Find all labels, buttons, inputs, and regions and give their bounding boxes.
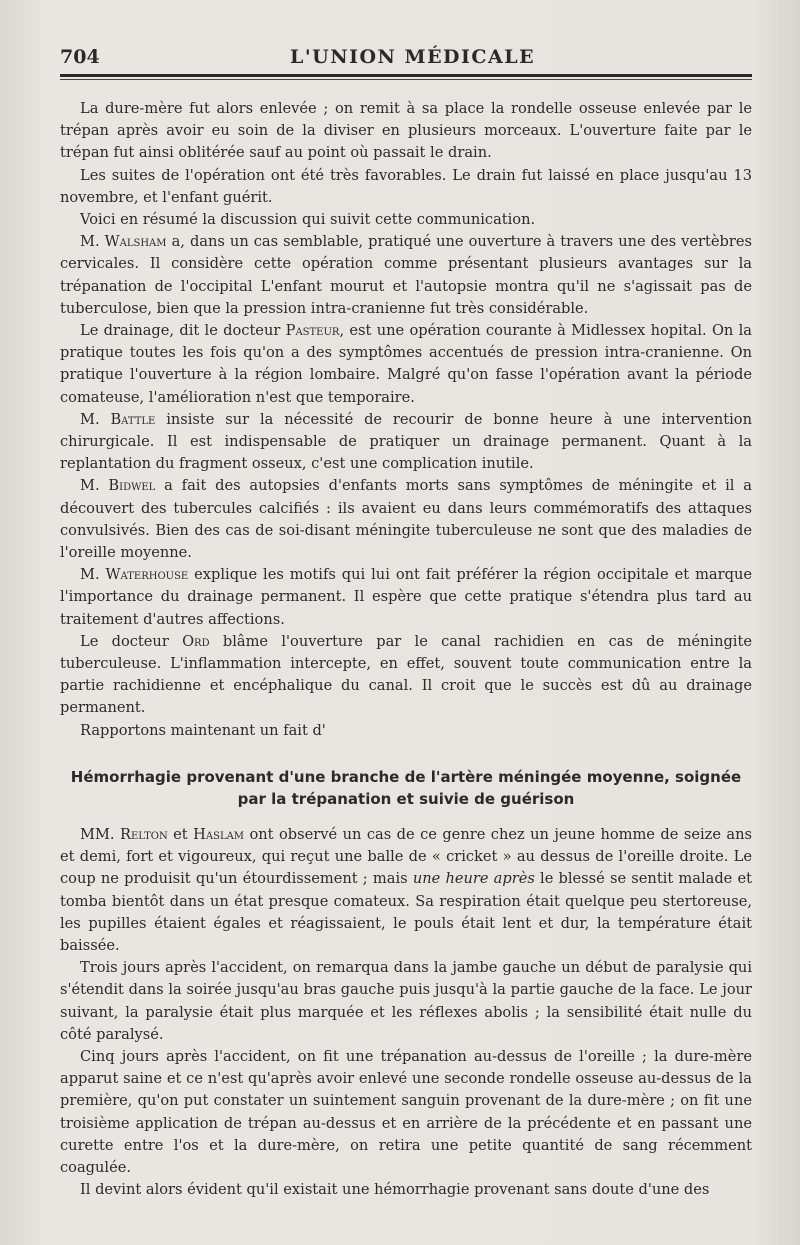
author-name: Walsham	[104, 233, 167, 251]
paragraph-text: Cinq jours après l'accident, on fit une trépanation au-dessus de l'oreille ; la dure-mère apparut saine et ce n'est qu'après avoir enlevé une seconde rondelle osseuse au-dessus de la première, qu'on put constater un suintement sanguin provenant de la dure-mère ; on fit une troisième application de trépan au-dessus et en arrière de la précédente et en passant une curette entre l'os et la dure-mère, on retira une petite quantité de sang récemment coagulée.	[60, 1047, 752, 1176]
paragraph	[60, 1046, 752, 1179]
section-title-line1: Hémorrhagie provenant d'une branche de l'artère méningée moyenne, soignée	[70, 767, 742, 786]
paragraph	[60, 98, 752, 165]
header-rule	[60, 74, 752, 77]
paragraph	[60, 475, 752, 564]
paragraph-text: explique les motifs qui lui ont fait préférer la région occipitale et marque l'importance du drainage permanent. Il espère que cette pratique s'étendra plus tard au traitement d'autres affections.	[60, 566, 752, 628]
paragraph-text: blâme l'ouverture par le canal rachidien en cas de méningite tuberculeuse. L'inflammation intercepte, en effet, souvent toute communication entre la partie rachidienne et encéphalique du canal. Il croit que le succès est dû au drainage permanent.	[60, 632, 752, 717]
article-body-top	[60, 98, 752, 742]
paragraph-text: Les suites de l'opération ont été très favorables. Le drain fut laissé en place jusqu'au 13 novembre, et l'enfant guérit.	[60, 166, 752, 206]
paragraph-text: M.	[80, 477, 109, 495]
paragraph	[60, 564, 752, 631]
paragraph	[60, 824, 752, 957]
paragraph-text: M.	[80, 233, 105, 251]
paragraph	[60, 957, 752, 1046]
author-name: Haslam	[193, 825, 245, 843]
paragraph-text: Le drainage, dit le docteur	[80, 322, 286, 340]
article-body-bottom	[60, 824, 752, 1201]
paragraph-text: insiste sur la nécessité de recourir de bonne heure à une intervention chirurgicale. Il est indispensable de pratiquer un drainage permanent. Quant à la replantation du fragment osseux, c'est une complication inutile.	[60, 410, 752, 473]
paragraph	[60, 165, 752, 209]
paragraph-text: , est une opération courante à Midlessex hopital. On la pratique toutes les fois qu'on a des symptômes accentués de pression intra-cranienne. On pratique l'ouverture à la région lombaire. Malgré qu'on fasse l'opération avant la période comateuse, l'amélioration n'est que temporaire.	[60, 322, 752, 406]
header-rule-thin	[60, 79, 752, 80]
paragraph-text: ont observé un cas de ce genre chez un jeune homme de seize ans et demi, fort et vigoureux, qui reçut une balle de « cricket » au dessus de l'oreille droite. Le coup ne produisit qu'un étourdissement ; mais	[60, 825, 752, 888]
paragraph	[60, 320, 752, 409]
paragraph-text: Voici en résumé la discussion qui suivit cette communication.	[80, 211, 536, 229]
page-number: 704	[60, 46, 100, 68]
author-name: Pasteur	[285, 322, 340, 340]
paragraph	[60, 231, 752, 320]
paragraph	[60, 1179, 752, 1201]
paragraph-text: Trois jours après l'accident, on remarqua dans la jambe gauche un début de paralysie qui s'étendit dans la soirée jusqu'au bras gauche puis jusqu'à la partie gauche de la face. Le jour suivant, la paralysie était plus marquée et les réflexes abolis ; la sensibilité était nulle du côté paralysé.	[60, 959, 752, 1043]
paragraph-text: Le docteur	[80, 632, 183, 650]
emphasis-text: une heure après	[412, 870, 535, 888]
author-name: Waterhouse	[105, 566, 189, 584]
paragraph-text: La dure-mère fut alors enlevée ; on remit à sa place la rondelle osseuse enlevée par le trépan après avoir eu soin de la diviser en plusieurs morceaux. L'ouverture faite par le trépan fut ainsi oblitérée sauf au point où passait le drain.	[60, 100, 752, 162]
paragraph-text: a, dans un cas semblable, pratiqué une ouverture à travers une des vertèbres cervicales. Il considère cette opération comme présentant plusieurs avantages sur la trépanation de l'occipital L'enfant mourut et l'autopsie montra qu'il ne s'agissait pas de tuberculose, bien que la pression intra-cranienne fut très considérable.	[60, 233, 752, 317]
page-header	[60, 30, 752, 68]
author-name: Ord	[182, 632, 210, 650]
paragraph-text: M.	[80, 410, 111, 428]
paragraph-text: et	[167, 825, 194, 843]
paragraph-text: MM.	[80, 825, 120, 843]
paragraph	[60, 631, 752, 720]
section-title-line2: par la trépanation et suivie de guérison	[237, 789, 575, 808]
paragraph-text: M.	[80, 566, 106, 584]
running-title: L'UNION MÉDICALE	[290, 46, 536, 68]
paragraph	[60, 409, 752, 476]
author-name: Bidwel	[108, 477, 156, 495]
paragraph	[60, 720, 752, 742]
author-name: Relton	[119, 825, 168, 843]
author-name: Battle	[110, 410, 156, 428]
paragraph-text: le blessé se sentit malade et tomba bientôt dans un état presque comateux. Sa respiration était quelque peu stertoreuse, les pupilles étaient égales et réagissaient, le pouls était lent et dur, la température était baissée.	[60, 870, 752, 954]
section-title	[60, 766, 752, 810]
paragraph-text: Rapportons maintenant un fait d'	[80, 721, 326, 739]
paragraph-text: Il devint alors évident qu'il existait une hémorrhagie provenant sans doute d'une des	[80, 1181, 710, 1199]
paragraph-text: a fait des autopsies d'enfants morts sans symptômes de méningite et il a découvert des tubercules calcifiés : ils avaient eu dans leurs commémoratifs des attaques convulsivés. Bien des cas de soi-disant méningite tuberculeuse ne sont que des maladies de l'oreille moyenne.	[60, 477, 752, 562]
paragraph	[60, 209, 752, 231]
